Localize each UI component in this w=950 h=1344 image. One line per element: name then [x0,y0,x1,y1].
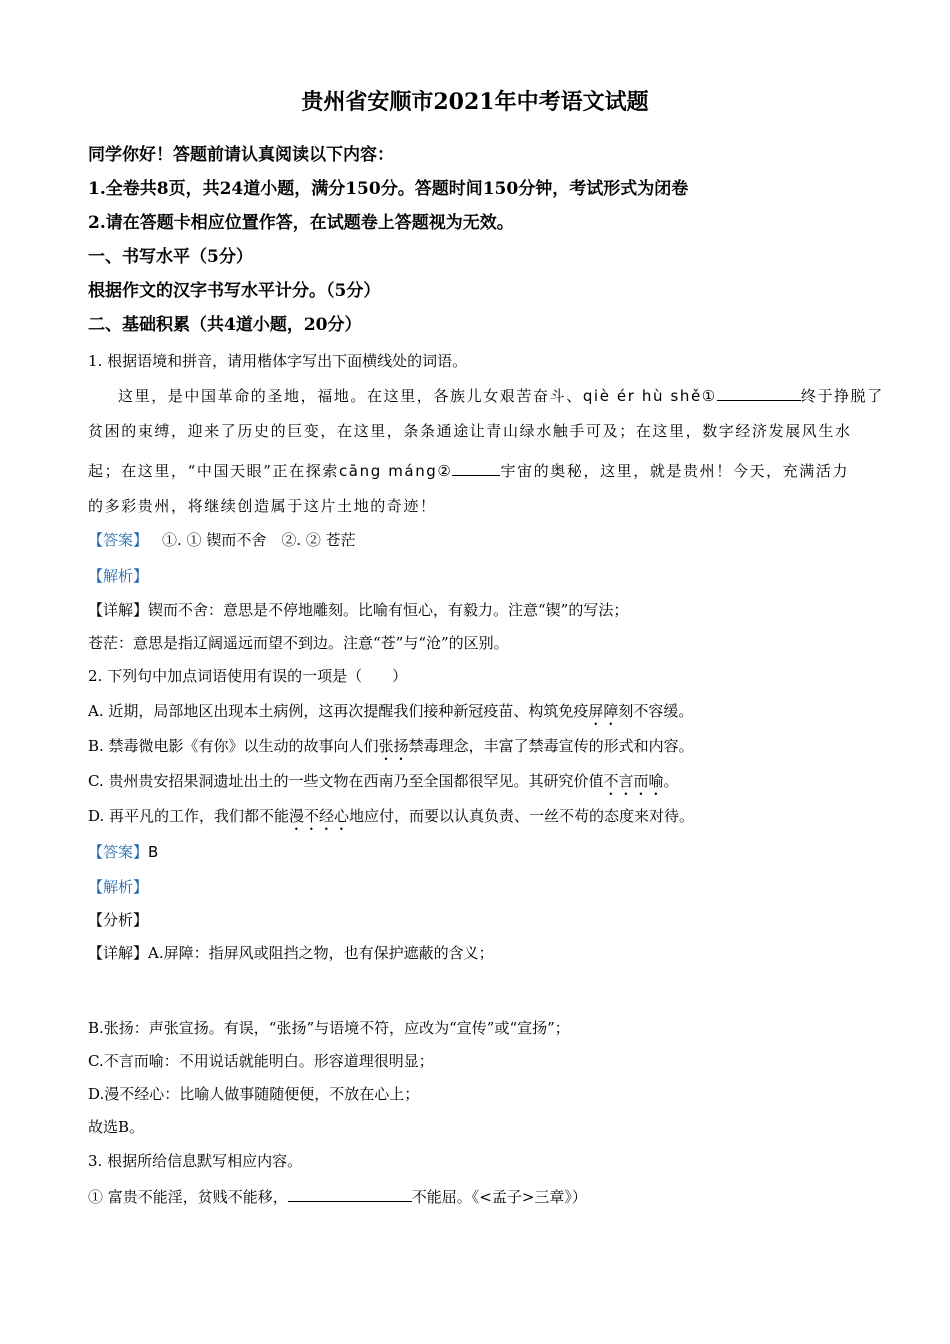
option-d [88,806,694,834]
option-c-text-end: 。 [663,772,679,790]
recitation-text-end: 不能屈。《<孟子>三章》） [411,1188,587,1206]
option-c-text: C. 贵州贵安招果洞遗址出土的一些文物在西南乃至全国都很罕见。其研究价值 [88,772,604,790]
option-a-text-end: 刻不容缓。 [618,702,694,720]
pinyin-2: cāng máng [338,462,438,480]
option-a [88,701,693,729]
dotted-term-b: 张扬 [378,737,409,755]
blank-marker-1: ① [701,387,717,405]
section-2-heading: 二、基础积累（共4道小题，20分） [88,315,362,335]
intro-rule-1: 1.全卷共8页，共24道小题，满分150分。答题时间150分钟，考试形式为闭卷 [88,179,689,199]
answer-blank-3[interactable] [288,1185,412,1202]
passage-text: 宇宙的奥秘，这里，就是贵州！今天，充满活力 [500,462,850,480]
question-1-detail-2: 苍茫：意思是指辽阔遥远而望不到边。注意“苍”与“沧”的区别。 [88,634,509,652]
intro-greeting: 同学你好！答题前请认真阅读以下内容： [88,145,394,165]
question-2-detail-a: 【详解】A.屏障：指屏风或阻挡之物，也有保护遮蔽的含义； [88,944,494,962]
recitation-text: ① 富贵不能淫，贫贱不能移， [88,1188,288,1206]
question-2-detail-d: D.漫不经心：比喻人做事随随便便，不放在心上； [88,1085,420,1103]
option-d-text: D. 再平凡的工作，我们都不能 [88,807,290,825]
pinyin-1: qiè ér hù shě [582,387,702,405]
option-b-text: B. 禁毒微电影《有你》以生动的故事向人们 [88,737,379,755]
question-1-passage-line-3 [88,459,849,481]
answer-tag: 【答案】 [88,843,149,861]
option-c [88,771,679,799]
option-a-text: A. 近期，局部地区出现本土病例，这再次提醒我们接种新冠疫苗、构筑免疫 [88,702,589,720]
question-2-answer [88,842,158,862]
section-1-heading: 一、书写水平（5分） [88,247,253,267]
answer-tag: 【答案】 [88,531,149,549]
passage-text: 起；在这里，“中国天眼”正在探索 [88,462,339,480]
question-3-line-1 [88,1185,587,1207]
intro-rule-2: 2.请在答题卡相应位置作答，在试题卷上答题视为无效。 [88,213,514,233]
question-2-fenxi-tag: 【分析】 [88,911,149,929]
dotted-term-a: 屏障 [588,702,619,720]
question-1-passage-line-2: 贫困的束缚，迎来了历史的巨变，在这里，条条通途让青山绿水触手可及；在这里，数字经济发展风生水 [88,422,852,440]
answer-blank-1[interactable] [717,384,801,401]
option-b [88,736,694,764]
answer-text: ①. ① 锲而不舍 ②. ② 苍茫 [162,531,356,549]
section-1-description: 根据作文的汉字书写水平计分。（5分） [88,281,381,301]
passage-text: 这里，是中国革命的圣地，福地。在这里，各族儿女艰苦奋斗、 [118,387,583,405]
question-1-detail: 【详解】锲而不舍：意思是不停地雕刻。比喻有恒心，有毅力。注意“锲”的写法； [88,601,629,619]
question-1-analysis-tag: 【解析】 [88,567,149,585]
question-1-passage-line-1 [118,384,884,406]
answer-text: B [148,843,159,861]
option-b-text-end: 禁毒理念，丰富了禁毒宣传的形式和内容。 [408,737,694,755]
passage-text: 终于挣脱了 [800,387,884,405]
option-d-text-end: 地应付，而要以认真负责、一丝不苟的态度来对待。 [349,807,695,825]
dotted-term-c: 不言而喻 [603,772,664,790]
blank-marker-2: ② [437,462,453,480]
answer-blank-2[interactable] [452,459,500,476]
question-2-detail-b: B.张扬：声张宣扬。有误，“张扬”与语境不符，应改为“宣传”或“宣扬”； [88,1019,570,1037]
question-1-passage-line-4: 的多彩贵州，将继续创造属于这片土地的奇迹！ [88,497,437,515]
question-3-stem: 3. 根据所给信息默写相应内容。 [88,1152,303,1170]
question-2-detail-c: C.不言而喻：不用说话就能明白。形容道理很明显； [88,1052,434,1070]
question-1-stem: 1. 根据语境和拼音，请用楷体字写出下面横线处的词语。 [88,352,468,370]
page-title: 贵州省安顺市2021年中考语文试题 [301,89,649,115]
question-2-conclusion: 故选B。 [88,1118,145,1136]
dotted-term-d: 漫不经心 [289,807,350,825]
question-2-analysis-tag: 【解析】 [88,878,149,896]
question-2-stem: 2. 下列句中加点词语使用有误的一项是（ ） [88,667,408,685]
question-1-answer [88,530,356,550]
